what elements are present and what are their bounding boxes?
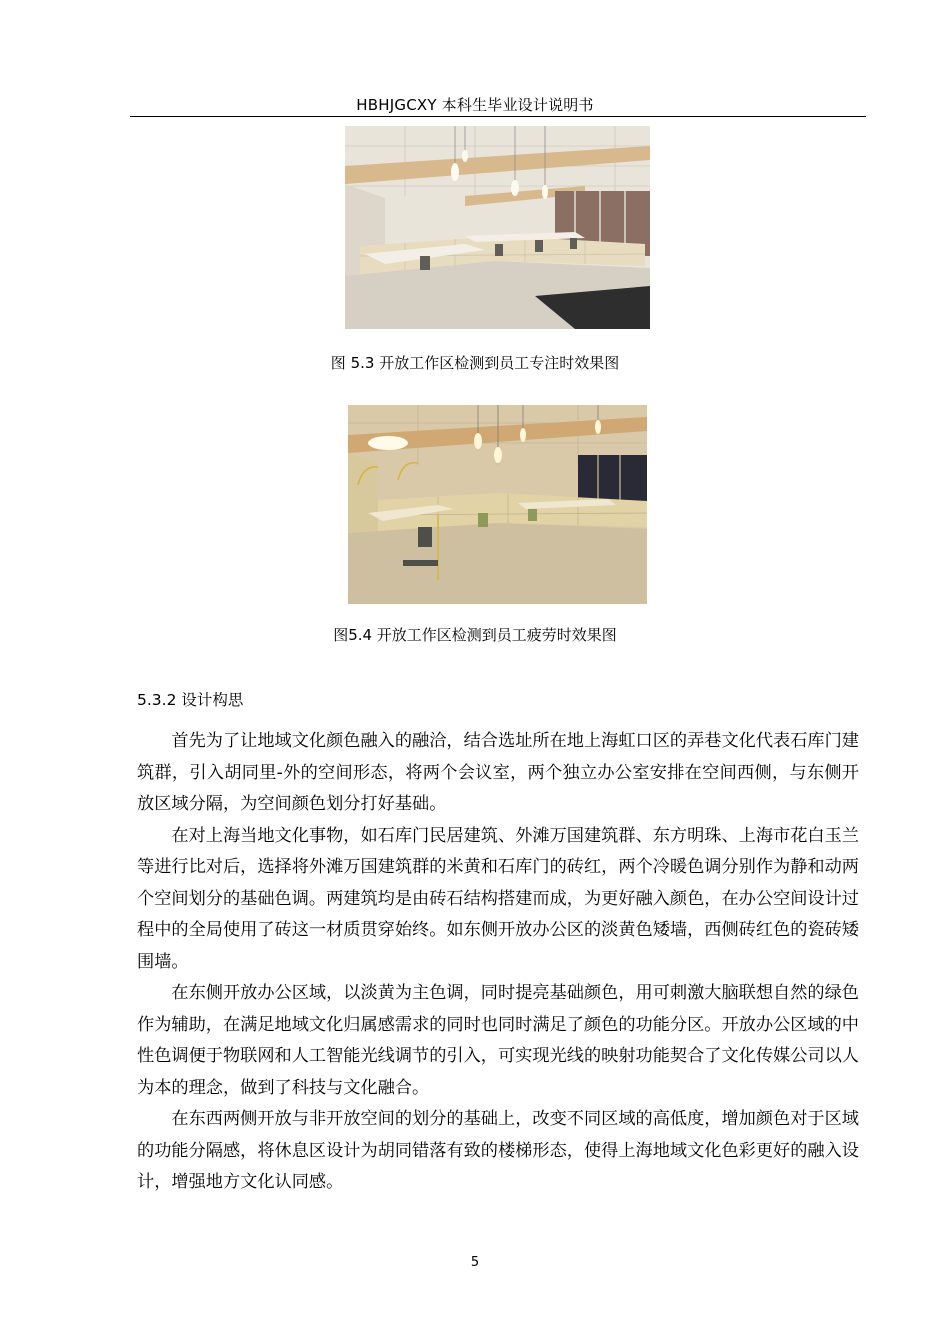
paragraph: 在东西两侧开放与非开放空间的划分的基础上，改变不同区域的高低度，增加颜色对于区域的功能分隔感，将休息区设计为胡同错落有致的楼梯形态，使得上海地域文化色彩更好的融入设计，增强地方文化认同感。 xyxy=(137,1109,859,1192)
figure-5-3-render xyxy=(345,126,650,329)
figure-5-4-render xyxy=(348,405,647,604)
body-text xyxy=(137,726,859,1199)
paragraph: 在东侧开放办公区域，以淡黄为主色调，同时提亮基础颜色，用可刺激大脑联想自然的绿色作为辅助，在满足地域文化归属感需求的同时也同时满足了颜色的功能分区。开放办公区域的中性色调便于物联网和人工智能光线调节的引入，可实现光线的映射功能契合了文化传媒公司以人为本的理念，做到了科技与文化融合。 xyxy=(137,983,859,1098)
header-divider xyxy=(130,116,866,117)
section-heading: 5.3.2 设计构思 xyxy=(137,691,244,709)
figure-5-4-caption: 图5.4 开放工作区检测到员工疲劳时效果图 xyxy=(333,626,617,644)
figure-5-3-caption: 图 5.3 开放工作区检测到员工专注时效果图 xyxy=(330,354,620,372)
office-render-image xyxy=(348,405,647,604)
paragraph: 在对上海当地文化事物，如石库门民居建筑、外滩万国建筑群、东方明珠、上海市花白玉兰等进行比对后，选择将外滩万国建筑群的米黄和石库门的砖红，两个冷暖色调分别作为静和动两个空间划分的基础色调。两建筑均是由砖石结构搭建而成，为更好融入颜色，在办公空间设计过程中的全局使用了砖这一材质贯穿始终。如东侧开放办公区的淡黄色矮墙，西侧砖红色的瓷砖矮围墙。 xyxy=(137,825,859,972)
paragraph: 首先为了让地域文化颜色融入的融洽，结合选址所在地上海虹口区的弄巷文化代表石库门建筑群，引入胡同里-外的空间形态，将两个会议室，两个独立办公室安排在空间西侧，与东侧开放区域分隔，为空间颜色划分打好基础。 xyxy=(137,731,859,814)
office-render-image xyxy=(345,126,650,329)
page-header-title: HBHJGCXY 本科生毕业设计说明书 xyxy=(356,96,594,114)
page-number: 5 xyxy=(470,1255,480,1270)
